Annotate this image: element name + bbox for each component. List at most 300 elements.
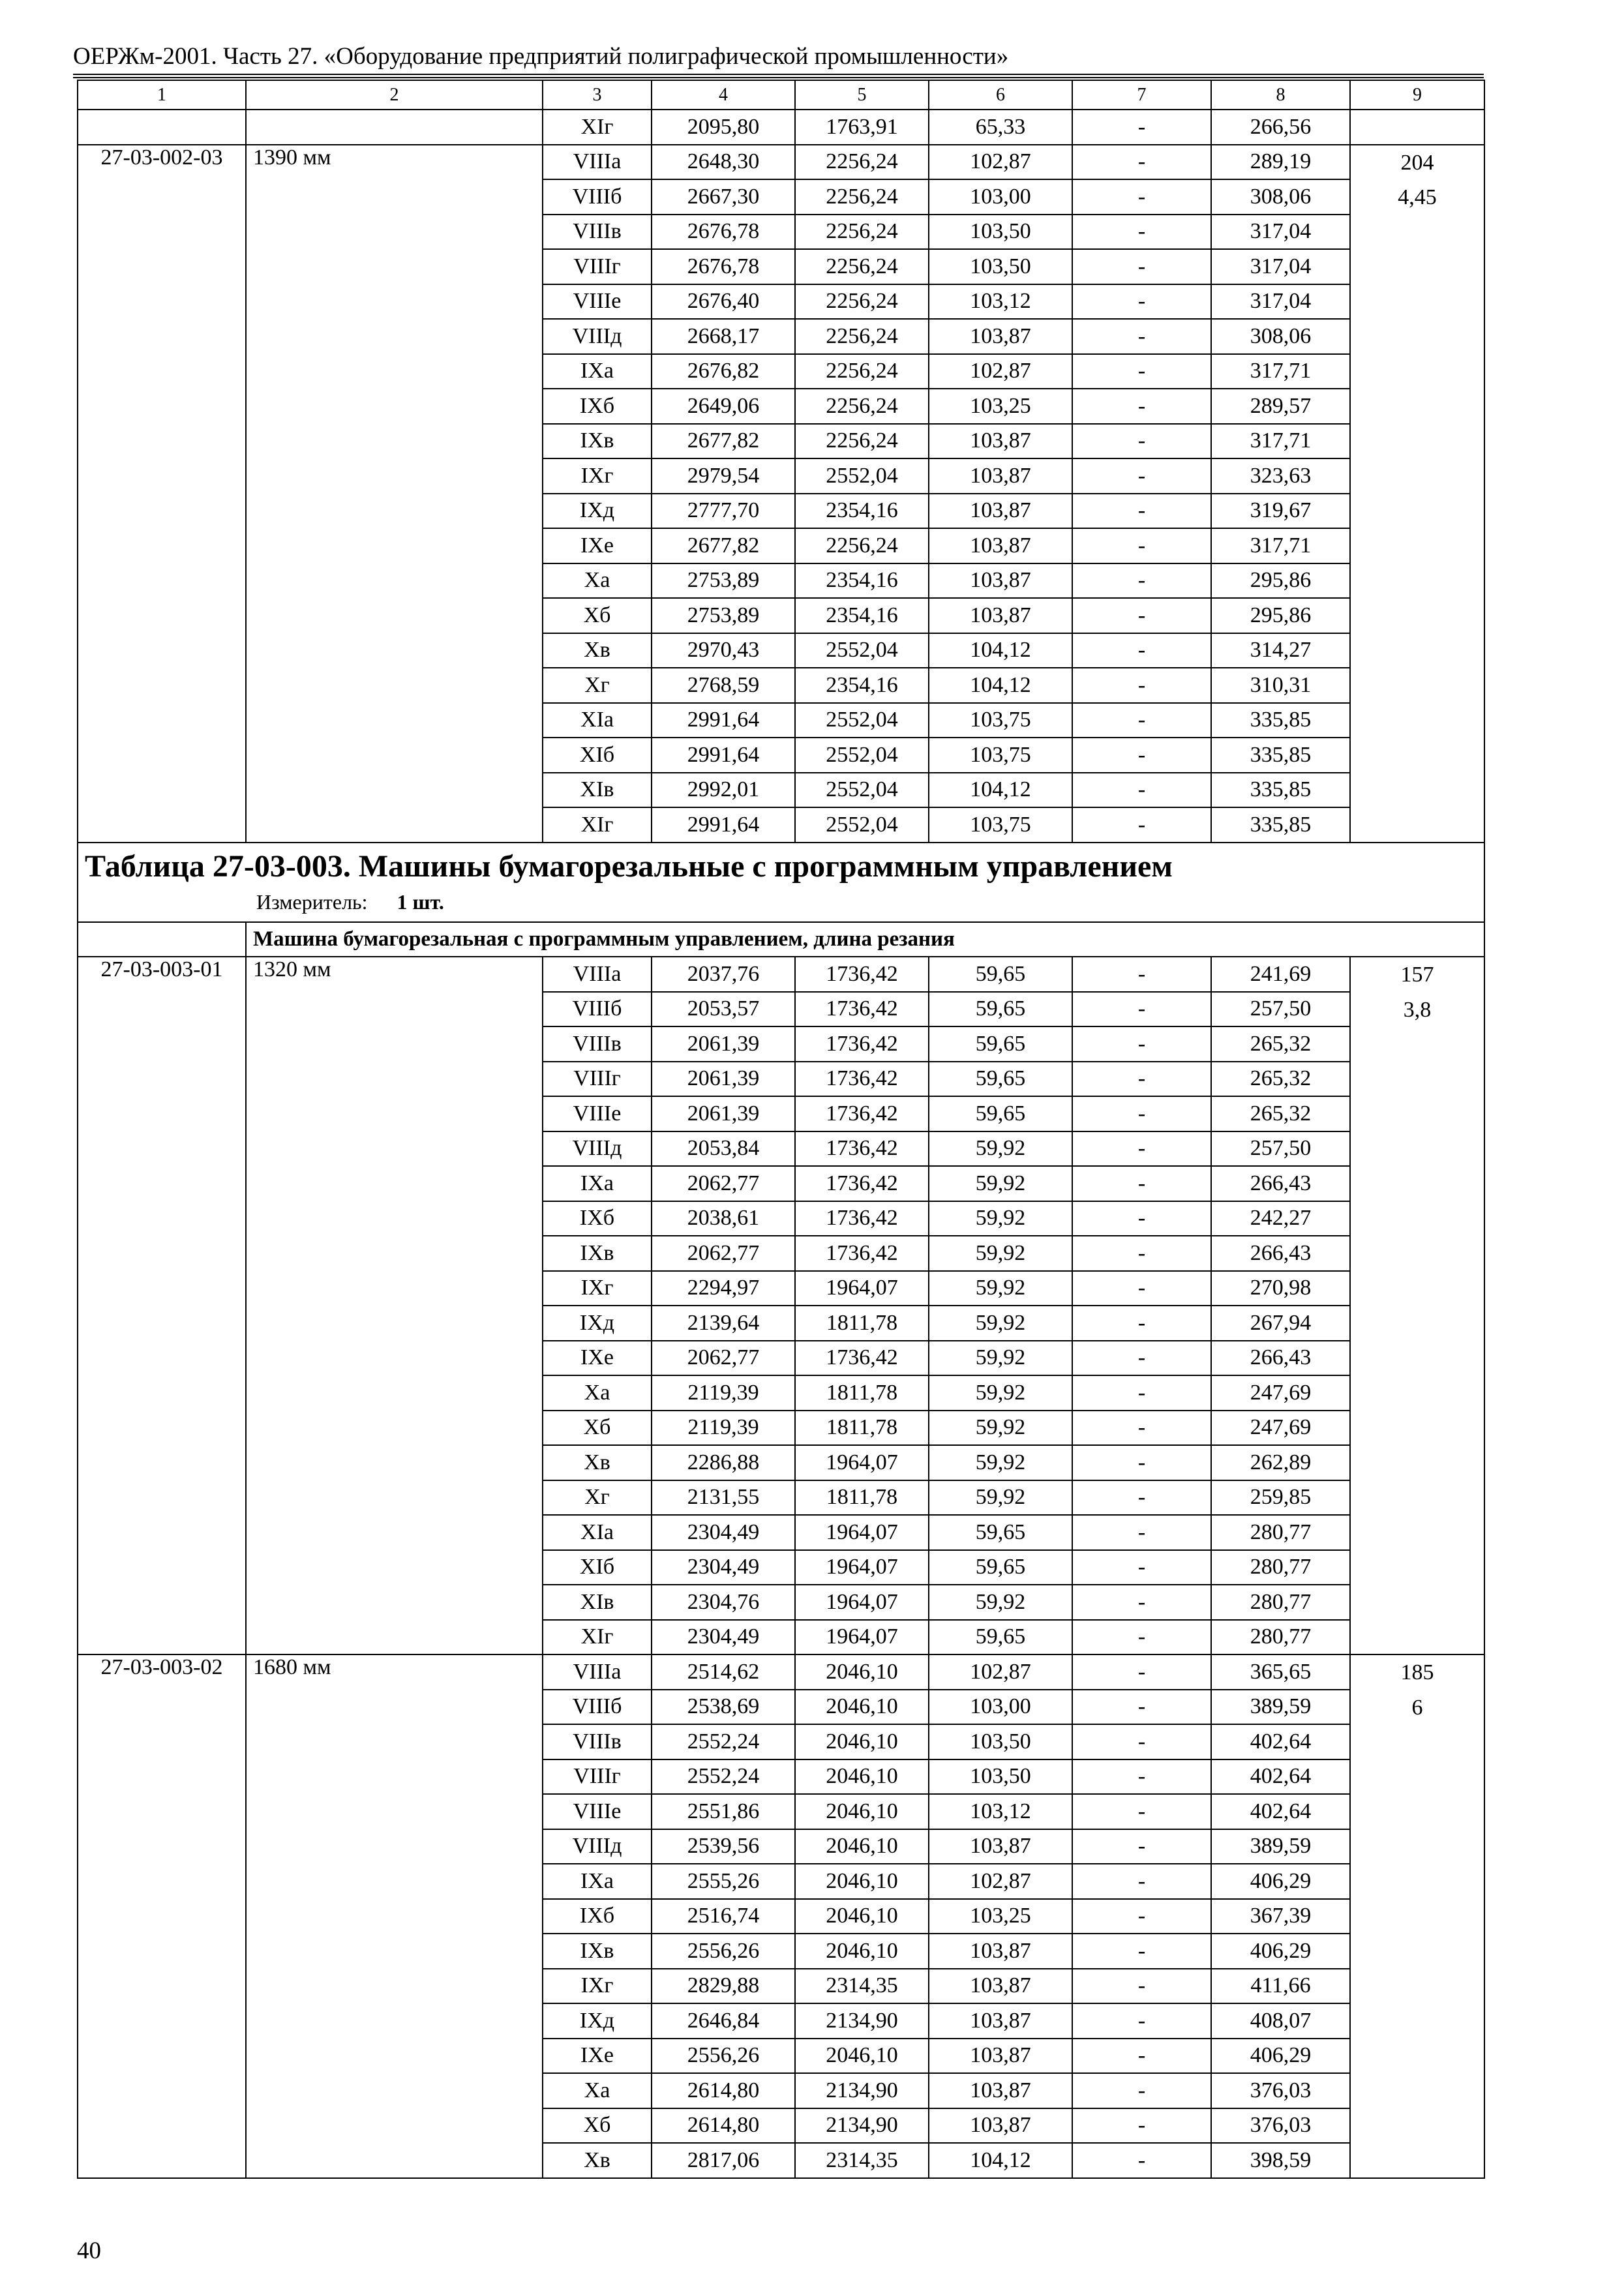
table-cell: 2304,49 (652, 1515, 795, 1550)
col9-values (1350, 957, 1484, 1654)
table-cell: 1811,78 (795, 1411, 929, 1446)
table-cell: 2119,39 (652, 1411, 795, 1446)
table-cell: 2354,16 (795, 668, 929, 703)
table-cell: - (1072, 528, 1211, 563)
table-cell: - (1072, 1166, 1211, 1201)
table-cell: 310,31 (1211, 668, 1350, 703)
table-cell: XIб (543, 738, 652, 773)
table-cell: 103,75 (929, 807, 1072, 843)
table-title: Таблица 27-03-003. Машины бумагорезальные с программным управлением (85, 848, 1173, 884)
table-cell: - (1072, 1201, 1211, 1236)
table-cell: 103,87 (929, 2003, 1072, 2039)
table-cell: - (1072, 215, 1211, 250)
table-cell: 2551,86 (652, 1794, 795, 1829)
table-cell: 59,92 (929, 1480, 1072, 1516)
table-cell: IXб (543, 1899, 652, 1934)
col9-cell-empty (1350, 110, 1484, 145)
table-cell: 2256,24 (795, 354, 929, 389)
section-spacer (78, 922, 246, 957)
table-cell: 323,63 (1211, 458, 1350, 494)
table-cell: VIIIд (543, 1131, 652, 1167)
table-cell: 2256,24 (795, 528, 929, 563)
table-cell: IXе (543, 1341, 652, 1376)
table-cell: 2256,24 (795, 145, 929, 180)
meter-line (85, 886, 1484, 918)
table-cell: 2555,26 (652, 1864, 795, 1899)
table-cell: 2354,16 (795, 494, 929, 529)
table-cell: 103,87 (929, 528, 1072, 563)
table-cell: - (1072, 703, 1211, 738)
table-cell: 2062,77 (652, 1341, 795, 1376)
table-cell: IXв (543, 424, 652, 459)
table-cell: 2614,80 (652, 2108, 795, 2144)
table-cell: - (1072, 1515, 1211, 1550)
table-cell: 2646,84 (652, 2003, 795, 2039)
table-cell: 265,32 (1211, 1062, 1350, 1097)
table-cell: 317,71 (1211, 528, 1350, 563)
table-cell: 2552,04 (795, 703, 929, 738)
table-cell: 103,00 (929, 179, 1072, 215)
table-cell: 59,92 (929, 1341, 1072, 1376)
table-cell: 314,27 (1211, 633, 1350, 668)
table-cell: 1964,07 (795, 1515, 929, 1550)
table-cell: 2038,61 (652, 1201, 795, 1236)
table-cell: 280,77 (1211, 1515, 1350, 1550)
table-cell: 257,50 (1211, 1131, 1350, 1167)
table-cell: - (1072, 1724, 1211, 1759)
table-cell: 2134,90 (795, 2003, 929, 2039)
rates-table-body (78, 80, 1484, 2178)
table-cell: 2992,01 (652, 773, 795, 808)
table-cell: 59,65 (929, 957, 1072, 992)
meter-label: Измеритель: (256, 890, 368, 914)
resource-code: 27-03-003-02 (78, 1654, 246, 2178)
table-cell: Xг (543, 1480, 652, 1516)
col9-value: 3,8 (1403, 997, 1432, 1022)
rates-table (77, 80, 1485, 2179)
table-cell: Xв (543, 633, 652, 668)
table-cell: 266,43 (1211, 1341, 1350, 1376)
table-cell: 2046,10 (795, 1759, 929, 1795)
table-cell: 2046,10 (795, 1899, 929, 1934)
table-cell: 2314,35 (795, 2143, 929, 2178)
table-cell: 102,87 (929, 1864, 1072, 1899)
table-cell: 103,50 (929, 249, 1072, 284)
code-cell-empty (78, 110, 246, 145)
table-cell: 2354,16 (795, 598, 929, 633)
table-cell: IXд (543, 494, 652, 529)
table-cell: - (1072, 957, 1211, 992)
table-cell: VIIIе (543, 1096, 652, 1131)
table-row (78, 1654, 1484, 1690)
table-cell: - (1072, 2108, 1211, 2144)
table-cell: 59,92 (929, 1201, 1072, 1236)
table-cell: 102,87 (929, 354, 1072, 389)
table-cell: 59,92 (929, 1375, 1072, 1411)
col9-values (1350, 145, 1484, 843)
table-cell: - (1072, 633, 1211, 668)
table-cell: 104,12 (929, 668, 1072, 703)
table-cell: 1736,42 (795, 1236, 929, 1271)
table-cell: - (1072, 1864, 1211, 1899)
table-cell: - (1072, 1131, 1211, 1167)
page-header-title: ОЕРЖм-2001. Часть 27. «Оборудование предприятий полиграфической промышленности» (73, 43, 1009, 70)
col9-value: 6 (1411, 1695, 1423, 1720)
table-cell: 289,57 (1211, 389, 1350, 424)
table-cell: - (1072, 179, 1211, 215)
table-cell: - (1072, 1899, 1211, 1934)
col9-value: 4,45 (1398, 185, 1437, 209)
table-cell: - (1072, 458, 1211, 494)
table-cell: 265,32 (1211, 1096, 1350, 1131)
table-cell: 2979,54 (652, 458, 795, 494)
table-cell: 2552,04 (795, 807, 929, 843)
table-cell: - (1072, 1236, 1211, 1271)
table-cell: 308,06 (1211, 319, 1350, 354)
table-cell: 1736,42 (795, 1062, 929, 1097)
table-cell: 2552,24 (652, 1724, 795, 1759)
table-cell: 59,92 (929, 1166, 1072, 1201)
table-cell: 2677,82 (652, 528, 795, 563)
table-cell: VIIIб (543, 179, 652, 215)
table-cell: 59,65 (929, 1515, 1072, 1550)
meter-unit: 1 шт. (397, 890, 444, 914)
table-cell: VIIIа (543, 1654, 652, 1690)
table-cell: 1736,42 (795, 1201, 929, 1236)
table-cell: 2046,10 (795, 1829, 929, 1864)
table-cell: IXа (543, 354, 652, 389)
table-cell: 103,75 (929, 703, 1072, 738)
resource-code: 27-03-002-03 (78, 145, 246, 843)
table-cell: 389,59 (1211, 1690, 1350, 1725)
table-cell: VIIIд (543, 319, 652, 354)
table-cell: 1736,42 (795, 992, 929, 1027)
table-cell: 389,59 (1211, 1829, 1350, 1864)
table-cell: IXд (543, 1306, 652, 1341)
table-cell: 103,00 (929, 1690, 1072, 1725)
column-number: 5 (795, 80, 929, 110)
table-cell: 59,92 (929, 1306, 1072, 1341)
table-cell: 2134,90 (795, 2073, 929, 2108)
table-cell: IXг (543, 458, 652, 494)
table-cell: 2119,39 (652, 1375, 795, 1411)
table-cell: 2552,04 (795, 738, 929, 773)
table-cell: 335,85 (1211, 807, 1350, 843)
page-number: 40 (77, 2237, 101, 2264)
table-cell: Xб (543, 598, 652, 633)
table-cell: 2991,64 (652, 807, 795, 843)
table-cell: 2061,39 (652, 1096, 795, 1131)
table-cell: 2095,80 (652, 110, 795, 145)
table-cell: 104,12 (929, 773, 1072, 808)
table-cell: 2256,24 (795, 215, 929, 250)
table-cell: 267,94 (1211, 1306, 1350, 1341)
col9-value: 157 (1400, 963, 1434, 987)
table-cell: - (1072, 110, 1211, 145)
table-cell: - (1072, 354, 1211, 389)
table-row (78, 957, 1484, 992)
table-cell: 2304,49 (652, 1620, 795, 1655)
table-cell: 335,85 (1211, 703, 1350, 738)
table-title-row (78, 843, 1484, 922)
table-cell: 2046,10 (795, 1724, 929, 1759)
table-cell: 2304,49 (652, 1550, 795, 1585)
table-cell: Xв (543, 2143, 652, 2178)
table-cell: 406,29 (1211, 1934, 1350, 1969)
table-cell: 308,06 (1211, 179, 1350, 215)
table-cell: 1964,07 (795, 1585, 929, 1620)
table-cell: 280,77 (1211, 1550, 1350, 1585)
table-cell: 2294,97 (652, 1271, 795, 1306)
table-cell: VIIIв (543, 215, 652, 250)
table-cell: - (1072, 1480, 1211, 1516)
table-cell: 103,50 (929, 215, 1072, 250)
table-cell: 1811,78 (795, 1306, 929, 1341)
table-cell: 1763,91 (795, 110, 929, 145)
table-cell: Xб (543, 2108, 652, 2144)
table-cell: - (1072, 1306, 1211, 1341)
table-cell: 1964,07 (795, 1445, 929, 1480)
table-cell: 317,71 (1211, 424, 1350, 459)
table-cell: 295,86 (1211, 598, 1350, 633)
table-cell: 2256,24 (795, 179, 929, 215)
table-cell: 2046,10 (795, 1934, 929, 1969)
table-cell: 2256,24 (795, 284, 929, 320)
table-cell: XIа (543, 703, 652, 738)
table-cell: 2829,88 (652, 1969, 795, 2004)
table-cell: XIб (543, 1550, 652, 1585)
table-cell: IXв (543, 1236, 652, 1271)
table-cell: IXд (543, 2003, 652, 2039)
table-cell: 103,87 (929, 494, 1072, 529)
table-cell: 103,50 (929, 1724, 1072, 1759)
resource-code: 27-03-003-01 (78, 957, 246, 1654)
table-cell: 266,43 (1211, 1236, 1350, 1271)
table-cell: 2668,17 (652, 319, 795, 354)
table-cell: IXб (543, 389, 652, 424)
table-cell: 2046,10 (795, 2039, 929, 2074)
table-cell: 103,87 (929, 1829, 1072, 1864)
table-cell: 2676,78 (652, 215, 795, 250)
table-cell: 2061,39 (652, 1062, 795, 1097)
column-number: 6 (929, 80, 1072, 110)
table-cell: 411,66 (1211, 1969, 1350, 2004)
table-cell: 1811,78 (795, 1480, 929, 1516)
table-cell: 103,87 (929, 424, 1072, 459)
table-cell: 241,69 (1211, 957, 1350, 992)
table-cell: - (1072, 1271, 1211, 1306)
table-cell: XIг (543, 807, 652, 843)
table-cell: 65,33 (929, 110, 1072, 145)
table-cell: 2514,62 (652, 1654, 795, 1690)
table-cell: 2768,59 (652, 668, 795, 703)
table-cell: 1736,42 (795, 957, 929, 992)
column-number-row (78, 80, 1484, 110)
table-cell: 317,04 (1211, 249, 1350, 284)
table-cell: 1736,42 (795, 1166, 929, 1201)
table-cell: - (1072, 1062, 1211, 1097)
table-cell: 2676,78 (652, 249, 795, 284)
table-row (78, 110, 1484, 145)
table-cell: 103,87 (929, 1969, 1072, 2004)
col9-value: 204 (1400, 150, 1434, 175)
table-cell: VIIIв (543, 1026, 652, 1062)
table-cell: 367,39 (1211, 1899, 1350, 1934)
table-cell: Xа (543, 1375, 652, 1411)
table-cell: - (1072, 2073, 1211, 2108)
table-cell: 2286,88 (652, 1445, 795, 1480)
table-cell: 2539,56 (652, 1829, 795, 1864)
table-cell: 59,65 (929, 1096, 1072, 1131)
table-cell: 402,64 (1211, 1724, 1350, 1759)
table-cell: 1964,07 (795, 1271, 929, 1306)
table-cell: 59,92 (929, 1271, 1072, 1306)
table-cell: VIIIг (543, 1759, 652, 1795)
table-cell: 59,92 (929, 1585, 1072, 1620)
table-cell: - (1072, 249, 1211, 284)
table-cell: IXа (543, 1166, 652, 1201)
table-cell: 2046,10 (795, 1690, 929, 1725)
table-cell: - (1072, 1445, 1211, 1480)
table-cell: XIг (543, 110, 652, 145)
table-cell: 295,86 (1211, 563, 1350, 599)
table-cell: 2753,89 (652, 563, 795, 599)
table-cell: 102,87 (929, 1654, 1072, 1690)
table-cell: 2304,76 (652, 1585, 795, 1620)
table-cell: 2139,64 (652, 1306, 795, 1341)
table-cell: VIIIа (543, 145, 652, 180)
table-cell: - (1072, 319, 1211, 354)
table-cell: - (1072, 1794, 1211, 1829)
table-cell: 102,87 (929, 145, 1072, 180)
table-cell: 103,87 (929, 1934, 1072, 1969)
table-cell: 103,12 (929, 284, 1072, 320)
table-cell: - (1072, 389, 1211, 424)
table-cell: 2256,24 (795, 319, 929, 354)
table-cell: 59,65 (929, 1550, 1072, 1585)
table-cell: 103,87 (929, 2039, 1072, 2074)
table-cell: 2256,24 (795, 424, 929, 459)
table-cell: 2046,10 (795, 1794, 929, 1829)
table-cell: - (1072, 494, 1211, 529)
table-cell: 2552,04 (795, 633, 929, 668)
table-cell: 402,64 (1211, 1759, 1350, 1795)
table-cell: 2134,90 (795, 2108, 929, 2144)
table-cell: 2053,57 (652, 992, 795, 1027)
table-cell: 2614,80 (652, 2073, 795, 2108)
table-cell: 2062,77 (652, 1236, 795, 1271)
table-cell: VIIIе (543, 284, 652, 320)
table-cell: 365,65 (1211, 1654, 1350, 1690)
table-cell: 2053,84 (652, 1131, 795, 1167)
table-cell: 2991,64 (652, 703, 795, 738)
table-cell: 1736,42 (795, 1096, 929, 1131)
table-cell: - (1072, 1934, 1211, 1969)
col9-value: 185 (1400, 1660, 1434, 1684)
table-cell: 266,56 (1211, 110, 1350, 145)
table-cell: Xа (543, 563, 652, 599)
table-cell: - (1072, 563, 1211, 599)
table-cell: 2649,06 (652, 389, 795, 424)
table-cell: - (1072, 992, 1211, 1027)
table-cell: 270,98 (1211, 1271, 1350, 1306)
table-cell: - (1072, 424, 1211, 459)
table-cell: XIг (543, 1620, 652, 1655)
table-cell: - (1072, 2143, 1211, 2178)
table-cell: 2777,70 (652, 494, 795, 529)
table-cell: 2556,26 (652, 1934, 795, 1969)
table-cell: 103,25 (929, 1899, 1072, 1934)
table-cell: - (1072, 145, 1211, 180)
table-cell: 59,65 (929, 992, 1072, 1027)
table-cell: 103,87 (929, 458, 1072, 494)
table-cell: 103,87 (929, 2108, 1072, 2144)
table-cell: - (1072, 598, 1211, 633)
table-cell: IXг (543, 1969, 652, 2004)
table-cell: 247,69 (1211, 1411, 1350, 1446)
table-cell: VIIIб (543, 1690, 652, 1725)
table-cell: VIIIг (543, 1062, 652, 1097)
table-cell: 59,92 (929, 1236, 1072, 1271)
table-cell: - (1072, 773, 1211, 808)
table-cell: - (1072, 1096, 1211, 1131)
table-cell: 2354,16 (795, 563, 929, 599)
table-cell: 280,77 (1211, 1620, 1350, 1655)
column-number: 8 (1211, 80, 1350, 110)
table-cell: 2256,24 (795, 249, 929, 284)
table-cell: 408,07 (1211, 2003, 1350, 2039)
table-cell: 2046,10 (795, 1864, 929, 1899)
table-cell: 2753,89 (652, 598, 795, 633)
table-cell: 2556,26 (652, 2039, 795, 2074)
table-cell: 398,59 (1211, 2143, 1350, 2178)
table-cell: IXе (543, 528, 652, 563)
table-cell: 1736,42 (795, 1026, 929, 1062)
table-cell: 335,85 (1211, 738, 1350, 773)
table-cell: 265,32 (1211, 1026, 1350, 1062)
table-cell: 247,69 (1211, 1375, 1350, 1411)
header-rule-top (73, 74, 1484, 75)
table-cell: 103,87 (929, 2073, 1072, 2108)
table-cell: 2991,64 (652, 738, 795, 773)
table-cell: - (1072, 2003, 1211, 2039)
table-cell: 317,71 (1211, 354, 1350, 389)
table-cell: 317,04 (1211, 215, 1350, 250)
table-cell: 266,43 (1211, 1166, 1350, 1201)
table-cell: 2817,06 (652, 2143, 795, 2178)
table-title-cell (78, 843, 1484, 922)
table-cell: IXв (543, 1934, 652, 1969)
column-number: 1 (78, 80, 246, 110)
table-cell: 2970,43 (652, 633, 795, 668)
table-cell: 103,87 (929, 598, 1072, 633)
table-cell: - (1072, 1585, 1211, 1620)
table-cell: - (1072, 284, 1211, 320)
resource-name: 1680 мм (246, 1654, 543, 2178)
table-cell: - (1072, 807, 1211, 843)
table-cell: 2131,55 (652, 1480, 795, 1516)
table-cell: 259,85 (1211, 1480, 1350, 1516)
table-cell: 59,92 (929, 1445, 1072, 1480)
table-cell: - (1072, 1654, 1211, 1690)
table-cell: 103,75 (929, 738, 1072, 773)
table-cell: 402,64 (1211, 1794, 1350, 1829)
name-cell-empty (246, 110, 543, 145)
table-cell: 257,50 (1211, 992, 1350, 1027)
table-cell: 262,89 (1211, 1445, 1350, 1480)
table-cell: 319,67 (1211, 494, 1350, 529)
table-cell: 2538,69 (652, 1690, 795, 1725)
